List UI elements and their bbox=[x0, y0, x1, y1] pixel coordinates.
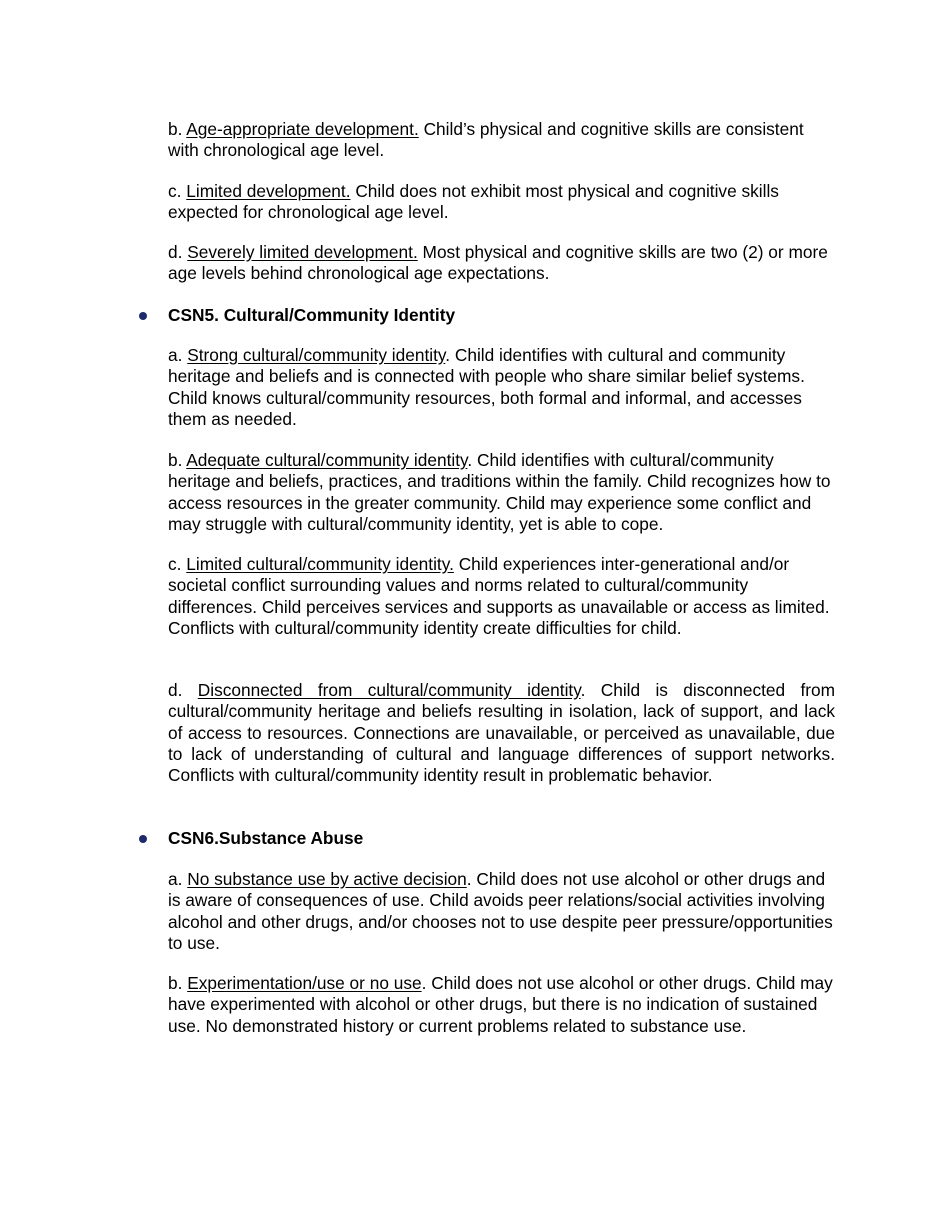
item-letter: b. bbox=[168, 450, 187, 470]
item-label: Experimentation/use or no use bbox=[187, 973, 422, 993]
item-text: Most physical and cognitive skills are two (2) or more age levels behind chronological age expectations. bbox=[168, 242, 828, 284]
csn5-item-c bbox=[168, 554, 835, 639]
csn4-item-d bbox=[168, 242, 835, 285]
item-letter: b. bbox=[168, 119, 187, 139]
csn5-heading: CSN5. Cultural/Community Identity bbox=[168, 305, 456, 325]
item-letter: c. bbox=[168, 554, 187, 574]
item-text: . Child identifies with cultural/community heritage and beliefs, practices, and traditions within the family. Child recognizes how to access resources in the greater community. Child may experience some conflict and may struggle with cultural/community identity, yet is able to cope. bbox=[168, 450, 831, 534]
bullet-icon bbox=[139, 312, 147, 320]
item-label: Limited cultural/community identity. bbox=[186, 554, 454, 574]
item-label: Disconnected from cultural/community identity bbox=[197, 680, 581, 700]
item-letter: a. bbox=[168, 869, 188, 889]
item-label: Strong cultural/community identity bbox=[187, 345, 446, 365]
csn5-item-b bbox=[168, 450, 835, 535]
csn5-item-d bbox=[168, 680, 835, 786]
item-label: Limited development. bbox=[186, 181, 351, 201]
item-text: Child’s physical and cognitive skills are consistent with chronological age level. bbox=[168, 119, 804, 161]
item-letter: d. bbox=[168, 680, 198, 700]
item-letter: a. bbox=[168, 345, 188, 365]
item-text: . Child is disconnected from cultural/community heritage and beliefs resulting in isolation, lack of support, and lack of access to resources. Connections are unavailable, or perceived as unavailable, due to lack of understanding of cultural and language differences of support networks. Conflicts with cultural/community identity result in problematic behavior. bbox=[168, 680, 836, 786]
item-label: Adequate cultural/community identity bbox=[186, 450, 468, 470]
csn4-item-b bbox=[168, 119, 835, 162]
item-text: . Child does not use alcohol or other drugs and is aware of consequences of use. Child avoids peer relations/social activities involving alcohol and other drugs, and/or chooses not to use despite peer pressure/opportunities to use. bbox=[168, 869, 833, 953]
csn5-item-a bbox=[168, 345, 835, 430]
item-label: Severely limited development. bbox=[187, 242, 418, 262]
csn6-item-b bbox=[168, 973, 835, 1037]
item-label: No substance use by active decision bbox=[187, 869, 467, 889]
item-letter: b. bbox=[168, 973, 188, 993]
item-text: . Child identifies with cultural and community heritage and beliefs and is connected with people who share similar belief systems. Child knows cultural/community resources, both formal and informal, and accesses them as needed. bbox=[168, 345, 805, 429]
bullet-icon bbox=[139, 835, 147, 843]
item-text: Child experiences inter-generational and/or societal conflict surrounding values and norms related to cultural/community differences. Child perceives services and supports as unavailable or access as limited. Conflicts with cultural/community identity create difficulties for child. bbox=[168, 554, 830, 638]
item-letter: d. bbox=[168, 242, 188, 262]
csn6-item-a bbox=[168, 869, 835, 954]
item-label: Age-appropriate development. bbox=[186, 119, 419, 139]
item-letter: c. bbox=[168, 181, 187, 201]
csn6-heading: CSN6.Substance Abuse bbox=[168, 828, 364, 848]
csn4-item-c bbox=[168, 181, 835, 224]
item-text: Child does not exhibit most physical and cognitive skills expected for chronological age level. bbox=[168, 181, 779, 223]
item-text: . Child does not use alcohol or other drugs. Child may have experimented with alcohol or other drugs, but there is no indication of sustained use. No demonstrated history or current problems related to substance use. bbox=[168, 973, 833, 1036]
